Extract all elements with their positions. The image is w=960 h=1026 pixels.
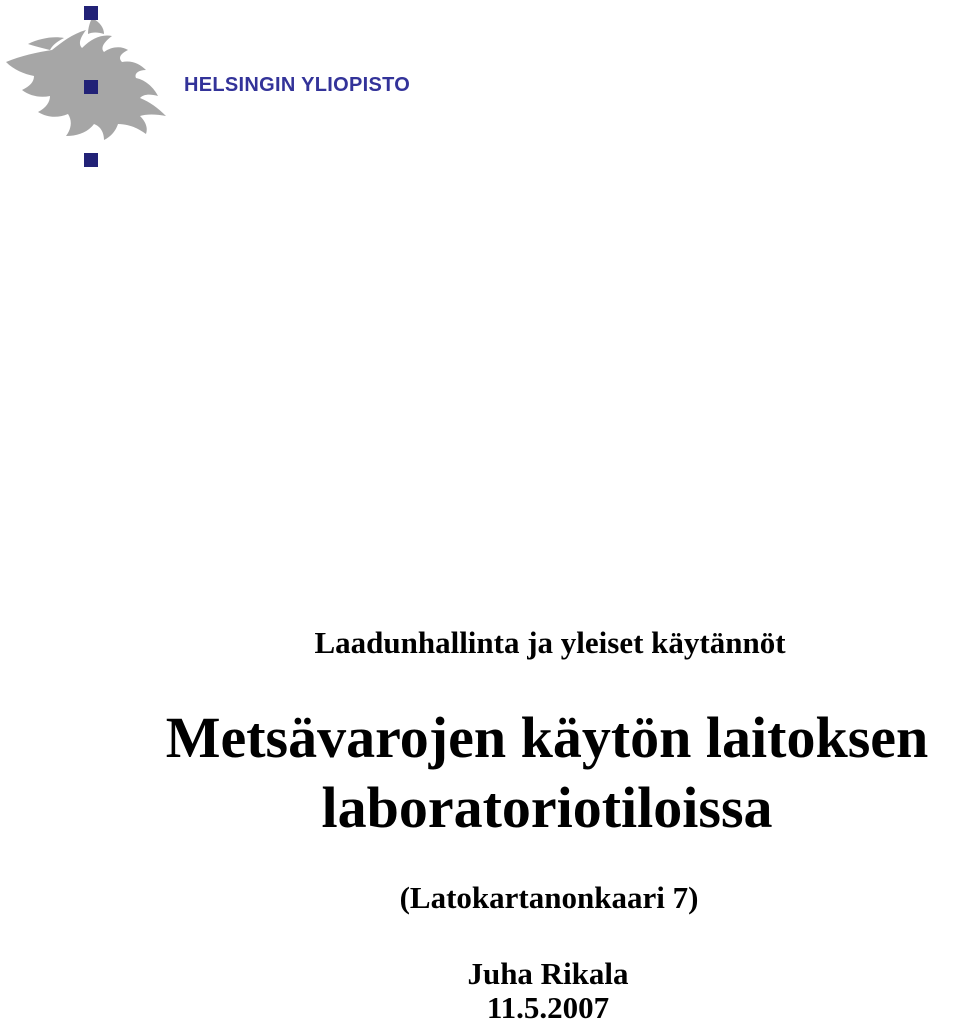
university-logo xyxy=(0,0,440,175)
logo-square xyxy=(84,6,98,20)
document-title-line-2: laboratoriotiloissa xyxy=(321,775,773,840)
document-subtitle: Laadunhallinta ja yleiset käytännöt xyxy=(314,625,786,660)
flame-icon xyxy=(0,0,180,175)
document-address: (Latokartanonkaari 7) xyxy=(399,880,699,915)
document-author: Juha Rikala xyxy=(467,956,629,991)
document-title-line-1: Metsävarojen käytön laitoksen xyxy=(165,705,929,770)
document-date: 11.5.2007 xyxy=(486,990,610,1025)
logo-square xyxy=(84,153,98,167)
logo-wordmark: HELSINGIN YLIOPISTO xyxy=(184,74,411,96)
flame-tongue xyxy=(88,18,104,34)
document-title xyxy=(0,703,960,843)
logo-square xyxy=(84,80,98,94)
